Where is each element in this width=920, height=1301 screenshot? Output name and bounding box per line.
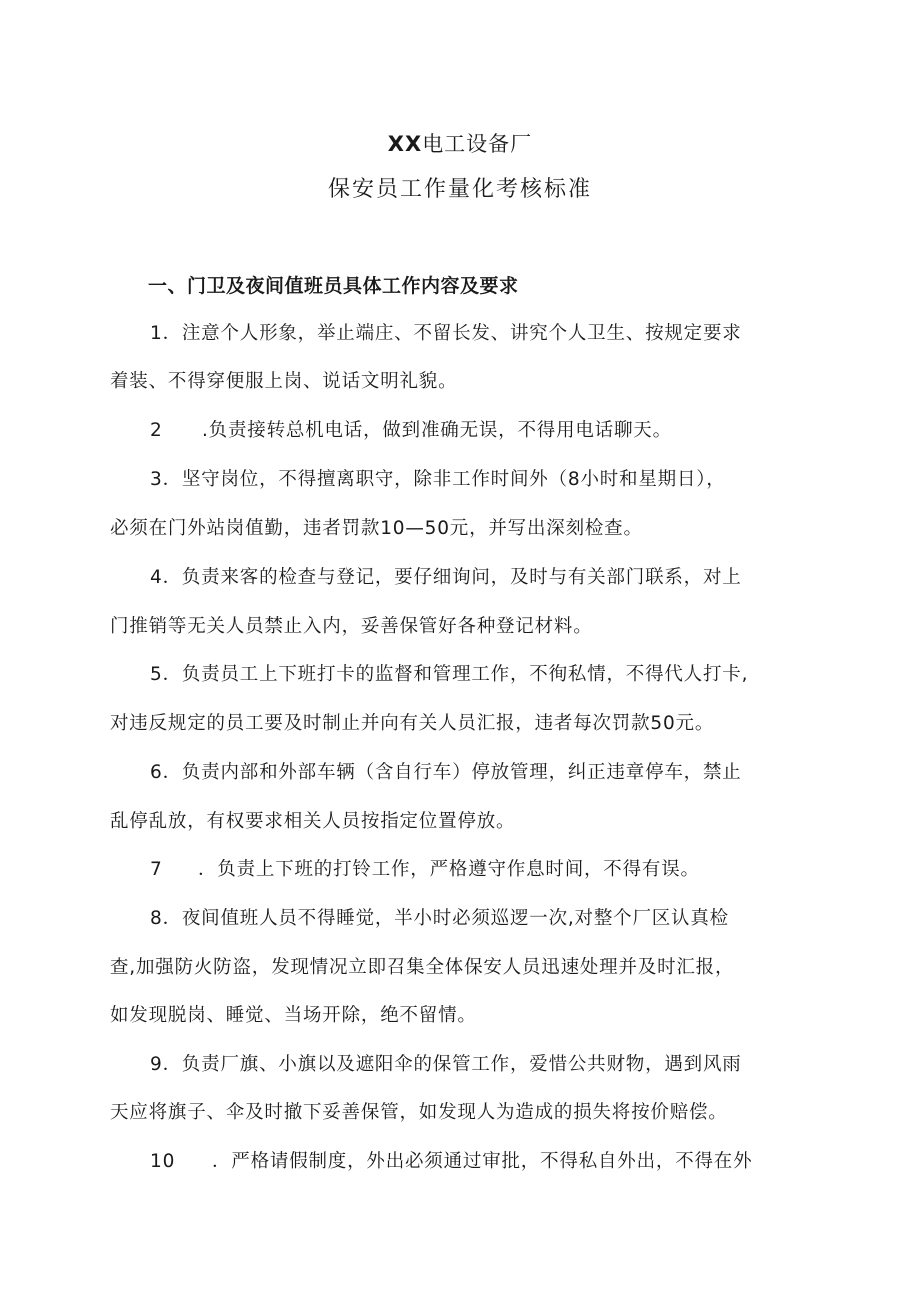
item-number: 9 [150,1054,163,1075]
item-text: ．负责来客的检查与登记，要仔细询问，及时与有关部门联系，对上 [162,567,742,588]
list-item-1-line-1 [150,319,742,349]
list-item-7-line-1 [150,855,700,885]
list-item-3-line-2: 必须在门外站岗值勤，违者罚款10—50元，并写出深刻检查。 [110,518,643,539]
item-text: ．负责厂旗、小旗以及遮阳伞的保管工作，爱惜公共财物，遇到风雨 [162,1054,742,1075]
list-item-8-line-1 [150,904,729,934]
list-item-5-line-2: 对违反规定的员工要及时制止并向有关人员汇报，违者每次罚款50元。 [110,713,715,734]
list-item-9-line-1 [150,1050,742,1080]
list-item-4-line-2: 门推销等无关人员禁止入内，妥善保管好各种登记材料。 [110,616,593,637]
item-number: 5 [150,664,163,685]
item-number: 7 [150,859,163,880]
item-number: 1 [150,323,163,344]
item-text: ．注意个人形象，举止端庄、不留长发、讲究个人卫生、按规定要求 [162,323,742,344]
item-text: ．负责内部和外部车辆（含自行车）停放管理，纠正违章停车，禁止 [162,762,742,783]
list-item-8-line-3: 如发现脱岗、睡觉、当场开除，绝不留情。 [110,1005,477,1026]
item-text: ．负责员工上下班打卡的监督和管理工作，不徇私情，不得代人打卡, [162,664,749,685]
item-number: 2 [150,420,163,441]
item-text: ．夜间值班人员不得睡觉，半小时必须巡逻一次,对整个厂区认真检 [162,908,729,929]
list-item-3-line-1 [150,465,726,495]
list-item-6-line-1 [150,758,742,788]
list-item-5-line-1 [150,660,748,690]
list-item-4-line-1 [150,563,742,593]
item-text: .负责接转总机电话，做到准确无误，不得用电话聊天。 [202,420,672,441]
section-heading: 一、门卫及夜间值班员具体工作内容及要求 [148,275,519,297]
item-number: 10 [150,1151,176,1172]
list-item-2-line-1 [150,416,672,446]
item-number: 3 [150,469,163,490]
list-item-6-line-2: 乱停乱放，有权要求相关人员按指定位置停放。 [110,811,516,832]
item-text: ．坚守岗位，不得擅离职守，除非工作时间外（8小时和星期日）， [162,469,726,490]
list-item-8-line-2: 查,加强防火防盗，发现情况立即召集全体保安人员迅速处理并及时汇报， [110,957,735,978]
document-title: 保安员工作量化考核标准 [327,177,592,202]
list-item-9-line-2: 天应将旗子、伞及时撤下妥善保管，如发现人为造成的损失将按价赔偿。 [110,1102,728,1123]
item-number: 8 [150,908,163,929]
title-prefix: XX [387,132,423,156]
list-item-1-line-2: 着装、不得穿便服上岗、说话文明礼貌。 [110,371,458,392]
title-company-name: 电工设备厂 [422,132,533,156]
item-text: ．严格请假制度，外出必须通过审批，不得私自外出，不得在外 [212,1151,753,1172]
item-number: 6 [150,762,163,783]
item-number: 4 [150,567,163,588]
item-text: ．负责上下班的打铃工作，严格遵守作息时间，不得有误。 [198,859,700,880]
document-title-company [0,129,920,159]
list-item-10-line-1 [150,1147,752,1177]
